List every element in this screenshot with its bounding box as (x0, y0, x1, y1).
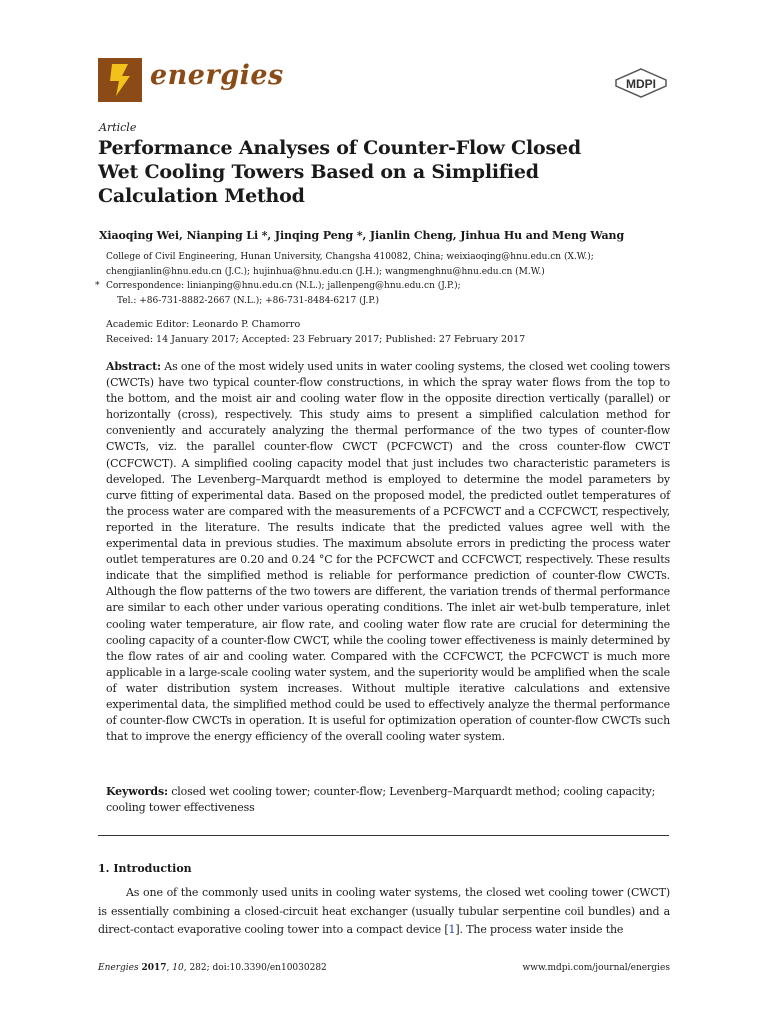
correspondence-text: Correspondence: linianping@hnu.edu.cn (N.L.); jallenpeng@hnu.edu.cn (J.P.); (106, 281, 461, 291)
correspondence-line (95, 279, 676, 294)
publication-dates: Received: 14 January 2017; Accepted: 23 February 2017; Published: 27 February 2017 (106, 334, 526, 345)
lightning-bolt-icon (98, 58, 142, 102)
telephone-line: Tel.: +86-731-8882-2667 (N.L.); +86-731-8484-6217 (J.P.) (117, 295, 379, 306)
introduction-body (98, 884, 670, 940)
keywords (106, 784, 670, 816)
title-line: Performance Analyses of Counter-Flow Closed (98, 137, 581, 159)
journal-name: energies (150, 60, 284, 91)
editor-dates (106, 317, 525, 347)
mdpi-logo-icon (614, 68, 668, 98)
publisher-name: MDPI (626, 77, 656, 91)
abstract (106, 359, 670, 745)
title-line: Calculation Method (98, 185, 305, 207)
affiliation-line: College of Civil Engineering, Hunan University, Changsha 410082, China; weixiaoqing@hnu.edu.cn (X.W.); (106, 252, 594, 262)
affiliation-line: chengjianlin@hnu.edu.cn (J.C.); hujinhua@hnu.edu.cn (J.H.); wangmenghnu@hnu.edu.cn (M.W.) (106, 266, 545, 277)
footer-url[interactable]: www.mdpi.com/journal/energies (522, 963, 670, 973)
intro-text: ]. The process water inside the (455, 923, 624, 937)
footer-doi: , 282; doi:10.3390/en10030282 (183, 963, 327, 973)
journal-logo (98, 58, 142, 102)
footer-year: 2017 (141, 963, 167, 973)
publisher-logo (614, 68, 668, 98)
affiliations (95, 250, 676, 308)
abstract-label: Abstract: (106, 360, 161, 373)
section-heading: 1. Introduction (98, 862, 192, 875)
citation-link[interactable]: 1 (448, 923, 456, 937)
article-type: Article (99, 121, 137, 134)
introduction-paragraph (98, 884, 670, 940)
section-divider (98, 835, 669, 836)
footer-volume: 10 (172, 963, 184, 973)
title-line: Wet Cooling Towers Based on a Simplified (98, 161, 539, 183)
paper-title (98, 136, 658, 208)
author-list: Xiaoqing Wei, Nianping Li *, Jinqing Peng *, Jianlin Cheng, Jinhua Hu and Meng Wang (99, 229, 625, 242)
intro-text: As one of the commonly used units in cooling water systems, the closed wet cooling tower (CWCT) is essentially combining a closed-circuit heat exchanger (usually tubular serpentine coil bundles) and a direct-contact evaporative cooling tower into a compact device [ (98, 886, 670, 937)
footer-journal: Energies (98, 963, 139, 973)
academic-editor: Academic Editor: Leonardo P. Chamorro (106, 319, 301, 330)
footer-citation: Energies 2017, 10, 282; doi:10.3390/en10030282 (98, 963, 327, 973)
keywords-label: Keywords: (106, 785, 168, 798)
correspondence-marker: * (95, 281, 100, 291)
abstract-text: As one of the most widely used units in water cooling systems, the closed wet cooling towers (CWCTs) have two typical counter-flow constructions, in which the spray water flows from the top to the bottom, and the moist air and cooling water flow in the opposite direction vertically (parallel) or horizontally (cross), respectively. This study aims to present a simplified calculation method for conveniently and accurately analyzing the thermal performance of the two types of counter-flow CWCTs, viz. the parallel counter-flow CWCT (PCFCWCT) and the cross counter-flow CWCT (CCFCWCT). A simplified cooling capacity model that just includes two characteristic parameters is developed. The Levenberg–Marquardt method is employed to determine the model parameters by curve fitting of experimental data. Based on the proposed model, the predicted outlet temperatures of the process water are compared with the measurements of a PCFCWCT and a CCFCWCT, respectively, reported in the literature. The results indicate that the predicted values agree well with the experimental data in previous studies. The maximum absolute errors in predicting the process water outlet temperatures are 0.20 and 0.24 °C for the PCFCWCT and CCFCWCT, respectively. These results indicate that the simplified method is reliable for performance prediction of counter-flow CWCTs. Although the flow patterns of the two towers are different, the variation trends of thermal performance are similar to each other under various operating conditions. The inlet air wet-bulb temperature, inlet cooling water temperature, air flow rate, and cooling water flow rate are crucial for determining the cooling capacity of a counter-flow CWCT, while the cooling tower effectiveness is mainly determined by the flow rates of air and cooling water. Compared with the CCFCWCT, the PCFCWCT is much more applicable in a large-scale cooling water system, and the superiority would be amplified when the scale of water distribution system increases. Without multiple iterative calculations and extensive experimental data, the simplified method could be used to effectively analyze the thermal performance of counter-flow CWCTs in operation. It is useful for optimization operation of counter-flow CWCTs such that to improve the energy efficiency of the overall cooling water system. (106, 360, 670, 744)
keywords-text: closed wet cooling tower; counter-flow; Levenberg–Marquardt method; cooling capacity; cooling tower effectiveness (106, 785, 656, 815)
